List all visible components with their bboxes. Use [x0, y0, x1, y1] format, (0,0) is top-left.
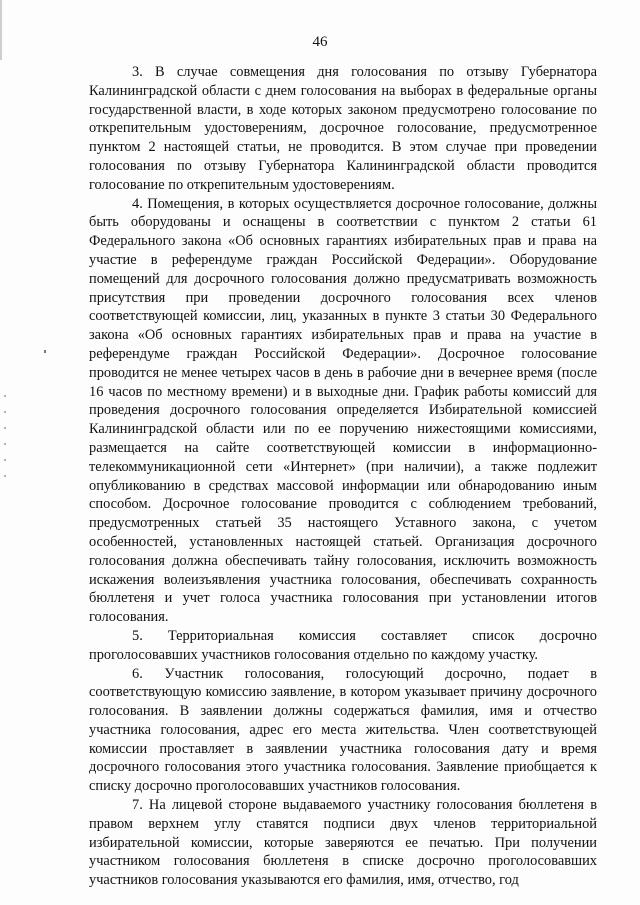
scan-dot: [4, 443, 6, 445]
scan-dot: [4, 395, 6, 397]
paragraph-5: 5. Территориальная комиссия составляет список досрочно проголосовавших участников голосования отдельно по каждому участку.: [89, 627, 597, 663]
document-body: [89, 63, 597, 890]
paragraph-6: 6. Участник голосования, голосующий досрочно, подает в соответствующую комиссию заявление, в котором указывает причину досрочного голосования. В заявлении должны содержаться фамилия, имя и отчество участника голосования, адрес его места жительства. Член соответствующей комиссии проставляет в заявлении участника голосования дату и время досрочного голосования этого участника голосования. Заявление приобщается к списку досрочно проголосовавших участников голосования.: [89, 665, 597, 795]
scan-dot: [4, 427, 6, 429]
scan-dot: [4, 475, 6, 477]
scan-speck: [44, 350, 46, 353]
paragraph-7: 7. На лицевой стороне выдаваемого участнику голосования бюллетеня в правом верхнем углу ставятся подписи двух членов территориальной избирательной комиссии, которые заверяются ее печатью. При получении участником голосования бюллетеня в списке досрочно проголосовавших участников голосования указываются его фамилия, имя, отчество, год: [89, 797, 597, 889]
page-number: 46: [312, 34, 328, 50]
scan-dot: [4, 411, 6, 413]
scan-dot: [4, 459, 6, 461]
scan-artifact-dots: [2, 395, 10, 505]
scan-edge-mark: [0, 0, 2, 60]
paragraph-3: 3. В случае совмещения дня голосования по отзыву Губернатора Калининградской области с днем голосования на выборах в федеральные органы государственной власти, в ходе которых законом предусмотрено голосование по открепительным удостоверениям, досрочное голосование, предусмотренное пунктом 2 настоящей статьи, не проводится. В этом случае при проведении голосования по отзыву Губернатора Калининградской области проводится голосование по открепительным удостоверениям.: [89, 64, 597, 193]
paragraph-4: 4. Помещения, в которых осуществляется досрочное голосование, должны быть оборудованы и оснащены в соответствии с пунктом 2 статьи 61 Федерального закона «Об основных гарантиях избирательных прав и права на участие в референдуме граждан Российской Федерации». Оборудование помещений для досрочного голосования должно предусматривать возможность присутствия при проведении досрочного голосования всех членов соответствующей комиссии, лиц, указанных в пункте 3 статьи 30 Федерального закона «Об основных гарантиях избирательных прав и права на участие в референдуме граждан Российской Федерации». Досрочное голосование проводится не менее четырех часов в день в рабочие дни в вечернее время (после 16 часов по местному времени) и в выходные дни. График работы комиссий для проведения досрочного голосования определяется Избирательной комиссией Калининградской области или по ее поручению нижестоящими комиссиями, размещается на сайте соответствующей комиссии в информационно-телекоммуникационной сети «Интернет» (при наличии), а также подлежит опубликованию в средствах массовой информации или обнародованию иным способом. Досрочное голосование проводится с соблюдением требований, предусмотренных статьей 35 настоящего Уставного закона, с учетом особенностей, установленных настоящей статьей. Организация досрочного голосования должна обеспечивать тайну голосования, исключить возможность искажения волеизъявления участника голосования, обеспечивать сохранность бюллетеня и учет голоса участника голосования при установлении итогов голосования.: [89, 195, 597, 626]
